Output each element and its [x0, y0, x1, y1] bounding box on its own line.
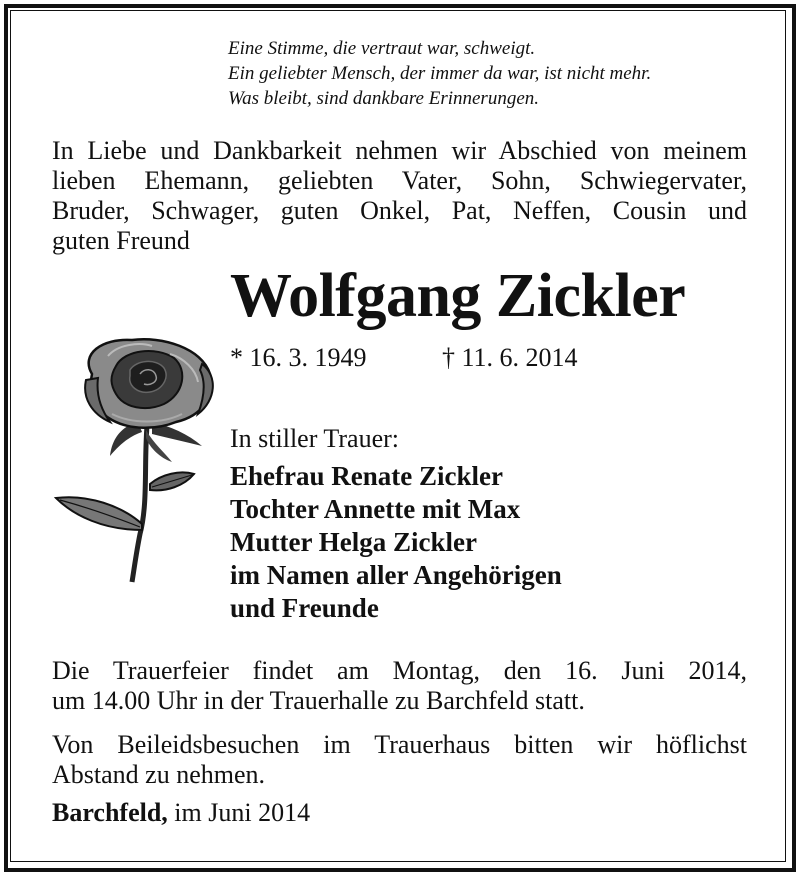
- life-dates: [230, 343, 578, 373]
- rose-icon: [52, 334, 218, 584]
- ceremony-notice: [52, 656, 747, 716]
- notice-date: im Juni 2014: [174, 798, 311, 827]
- ceremony-line: um 14.00 Uhr in der Trauerhalle zu Barchfeld statt.: [52, 686, 585, 715]
- ceremony-line: Die Trauerfeier findet am Montag, den 16. Juni 2014,: [52, 656, 747, 685]
- mourner: Ehefrau Renate Zickler: [230, 461, 503, 491]
- verse-line: Eine Stimme, die vertraut war, schweigt.: [228, 38, 536, 59]
- verse: [228, 36, 651, 111]
- intro-line: In Liebe und Dankbarkeit nehmen wir Abschied von meinem: [52, 136, 747, 165]
- deceased-name: Wolfgang Zickler: [230, 262, 686, 330]
- intro-line: Bruder, Schwager, guten Onkel, Pat, Neffen, Cousin und: [52, 196, 747, 225]
- mourners-list: [230, 460, 562, 625]
- death-date: † 11. 6. 2014: [442, 343, 578, 372]
- place-name: Barchfeld,: [52, 798, 168, 827]
- place-date: [52, 798, 310, 828]
- intro-line: guten Freund: [52, 226, 190, 255]
- condolence-line: Abstand zu nehmen.: [52, 760, 266, 789]
- intro-line: lieben Ehemann, geliebten Vater, Sohn, Schwiegervater,: [52, 166, 747, 195]
- mourner: Mutter Helga Zickler: [230, 527, 477, 557]
- verse-line: Ein geliebter Mensch, der immer da war, ist nicht mehr.: [228, 63, 652, 84]
- condolence-notice: [52, 730, 747, 790]
- verse-line: Was bleibt, sind dankbare Erinnerungen.: [228, 88, 540, 109]
- mourning-heading: In stiller Trauer:: [230, 424, 399, 453]
- mourner: und Freunde: [230, 593, 379, 623]
- condolence-line: Von Beileidsbesuchen im Trauerhaus bitten wir höflichst: [52, 730, 747, 759]
- mourner: im Namen aller Angehörigen: [230, 560, 562, 590]
- birth-date: * 16. 3. 1949: [230, 343, 367, 372]
- intro-text: [52, 136, 747, 256]
- mourner: Tochter Annette mit Max: [230, 494, 521, 524]
